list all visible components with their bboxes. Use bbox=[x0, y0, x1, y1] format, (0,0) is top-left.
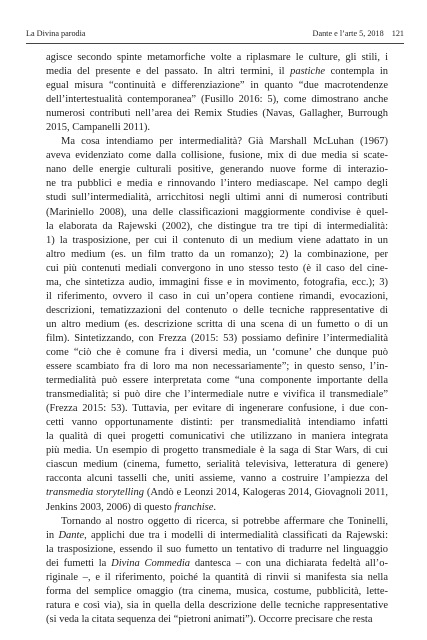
text-run: termedialità può essere interpretata come “una componente importante della bbox=[46, 375, 388, 387]
text-run: . bbox=[213, 501, 217, 513]
text-run: essere scambiato fra di loro ma non necessariamente”; in questo senso, l’in- bbox=[46, 361, 388, 373]
text-line bbox=[46, 346, 388, 360]
text-line bbox=[46, 613, 388, 627]
text-run: cui più contenuti mediali convergono in uno stesso testo (è il caso del cine- bbox=[46, 262, 388, 274]
text-line bbox=[46, 458, 388, 472]
text-run: (Andò e Leonzi 2014, Kalogeras 2014, Giovagnoli 2011, bbox=[143, 487, 388, 499]
header-issue-label: Dante e l’arte 5, 2018 bbox=[312, 29, 384, 38]
text-run: numerosi contributi nell’area dei Remix Studies (Navas, Gallagher, Burrough bbox=[46, 108, 388, 120]
text-run: (Frezza 2015: 53). Tuttavia, per evitare di ingenerare confusione, i due con- bbox=[46, 403, 388, 415]
text-line bbox=[46, 107, 388, 121]
text-run: altro medium (es. un film tratto da un romanzo); 2) la combinazione, per bbox=[46, 248, 388, 260]
text-run: la trasposizione, essendo il suo fumetto un tentativo di tradurre nel linguaggio bbox=[46, 543, 388, 555]
text-line bbox=[46, 374, 388, 388]
text-run: descrizioni, tematizzazioni del contenuto o delle tecniche rappresentative di bbox=[46, 304, 388, 316]
text-run: dei fumetti la bbox=[46, 557, 112, 569]
text-line bbox=[46, 444, 388, 458]
text-run: la qualità di quei progetti comunicativi che utilizzano in maniera integrata bbox=[46, 431, 388, 443]
text-line bbox=[46, 430, 388, 444]
text-line bbox=[46, 93, 388, 107]
text-line bbox=[46, 121, 388, 135]
text-run: 2015, Campanelli 2011). bbox=[46, 122, 151, 134]
header-issue bbox=[313, 29, 404, 39]
text-line bbox=[46, 149, 388, 163]
text-run: dell’intertestualità contemporanea” (Fusillo 2016: 5), come dimostrano anche bbox=[46, 94, 388, 106]
text-line bbox=[46, 304, 388, 318]
text-run: ma, che sintetizza audio, immagini fisse e in movimento, fotografia, ecc.); 3) bbox=[46, 276, 388, 288]
text-run: in bbox=[46, 529, 59, 541]
text-line bbox=[46, 318, 388, 332]
text-run: ratura e così via), sia in quella della descrizione delle tecniche rappresentative bbox=[46, 599, 388, 611]
text-line bbox=[46, 290, 388, 304]
text-run: Tornando al nostro oggetto di ricerca, si potrebbe affermare che Toninelli, bbox=[61, 515, 388, 527]
text-line bbox=[46, 262, 388, 276]
text-run: ciascun medium (cinema, fumetto, serialità televisiva, letteratura di genere) bbox=[46, 459, 388, 471]
text-run: egual misura “continuità e differenziazione” in quanto “due macrotendenze bbox=[46, 80, 388, 92]
text-run: Jenkins 2003, 2006) di questo bbox=[46, 501, 175, 513]
text-run: agisce secondo spinte metamorfiche volte a riplasmare le culture, gli stili, i bbox=[46, 52, 388, 63]
text-line bbox=[46, 585, 388, 599]
text-run: 1) la trasposizione, per cui il contenuto di un medium viene adattato in un bbox=[46, 234, 388, 246]
text-run: cetti vanno opportunamente distinti: per transmedialità intendiamo infatti bbox=[46, 417, 388, 429]
text-run: riginale –, e il riferimento, poiché la quantità di rinvii si manifesta sia nella bbox=[46, 571, 388, 583]
text-line bbox=[46, 276, 388, 290]
text-line bbox=[46, 79, 388, 93]
text-line bbox=[46, 571, 388, 585]
text-run: (Mariniello 2008), una delle classificazioni maggiormente condivise è quel- bbox=[46, 206, 388, 218]
text-run: come “ciò che è comune fra i diversi media, un ‘comune’ che dunque può bbox=[46, 346, 388, 358]
text-line bbox=[46, 248, 388, 262]
body-text bbox=[46, 51, 388, 627]
text-line bbox=[46, 599, 388, 613]
text-run: la elaborata da Rajewski (2002), che distingue tra tre tipi di intermedialità: bbox=[46, 220, 388, 232]
text-line bbox=[46, 65, 388, 79]
text-run: aveva evidenziato come dalla collisione, fusione, mix di due media si scate- bbox=[46, 150, 388, 162]
italic-text: franchise bbox=[174, 501, 214, 513]
text-line bbox=[46, 515, 388, 529]
text-line bbox=[46, 416, 388, 430]
page-number: 121 bbox=[391, 29, 404, 38]
text-run: media del presente e del passato. In altri termini, il bbox=[46, 66, 291, 78]
text-line bbox=[46, 360, 388, 374]
text-line bbox=[46, 543, 388, 557]
italic-text: pastiche bbox=[290, 66, 326, 78]
text-run: contempla in bbox=[325, 66, 388, 78]
text-run: forma del semplice omaggio (tra cinema, musica, costume, pubblicità, lette- bbox=[46, 585, 388, 597]
text-line bbox=[46, 177, 388, 191]
text-line bbox=[46, 163, 388, 177]
header-journal-section: La Divina parodia bbox=[26, 29, 86, 38]
text-line bbox=[46, 529, 388, 543]
running-header bbox=[26, 29, 404, 44]
text-run: il riferimento, ovvero il caso in cui un’opera contiene rimandi, evocazioni, bbox=[46, 290, 388, 302]
text-run: studi sull’intermedialità, arricchitosi negli ultimi anni di numerosi contributi bbox=[46, 192, 388, 204]
text-line bbox=[46, 135, 388, 149]
text-run: (si veda la citata sequenza dei “pietroni animati”). Occorre precisare che resta bbox=[46, 613, 373, 625]
text-run: nano delle energie culturali positive, generando nuove forme di interazio- bbox=[46, 164, 388, 176]
text-line bbox=[46, 501, 388, 515]
text-line bbox=[46, 557, 388, 571]
text-line bbox=[46, 332, 388, 346]
italic-text: Divina Commedia bbox=[111, 557, 191, 569]
text-run: racconta alcuni tasselli che, uniti assieme, vanno a costruire l’ampiezza del bbox=[46, 473, 388, 485]
text-line bbox=[46, 388, 388, 402]
text-line bbox=[46, 191, 388, 205]
text-run: ne tra pubblici e media e rinnovando l’intero mediascape. Nel campo degli bbox=[46, 178, 388, 190]
text-line bbox=[46, 472, 388, 486]
text-line bbox=[46, 220, 388, 234]
text-run: più media. Un esempio di progetto transmediale è la saga di Star Wars, di cui bbox=[46, 445, 388, 457]
text-line bbox=[46, 51, 388, 65]
text-line bbox=[46, 206, 388, 220]
text-line bbox=[46, 402, 388, 416]
text-run: film). Sintetizzando, con Frezza (2015: 53) possiamo definire l’intermedialità bbox=[46, 332, 388, 344]
text-run: dantesca – con una dichiarata fedeltà all’o- bbox=[190, 557, 389, 569]
text-run: un altro medium (es. descrizione scritta di una scena di un fumetto o di un bbox=[46, 318, 388, 330]
text-run: Ma cosa intendiamo per intermedialità? Già Marshall McLuhan (1967) bbox=[61, 136, 388, 148]
text-line bbox=[46, 234, 388, 248]
text-line bbox=[46, 486, 388, 500]
text-run: transmedialità; si può dire che l’intermediale nutre e vivifica il transmediale” bbox=[46, 389, 388, 401]
text-run: , applichi due tra i modelli di intermedialità classificati da Rajewski: bbox=[84, 529, 388, 541]
italic-text: Dante bbox=[58, 529, 85, 541]
italic-text: transmedia storytelling bbox=[46, 487, 144, 499]
